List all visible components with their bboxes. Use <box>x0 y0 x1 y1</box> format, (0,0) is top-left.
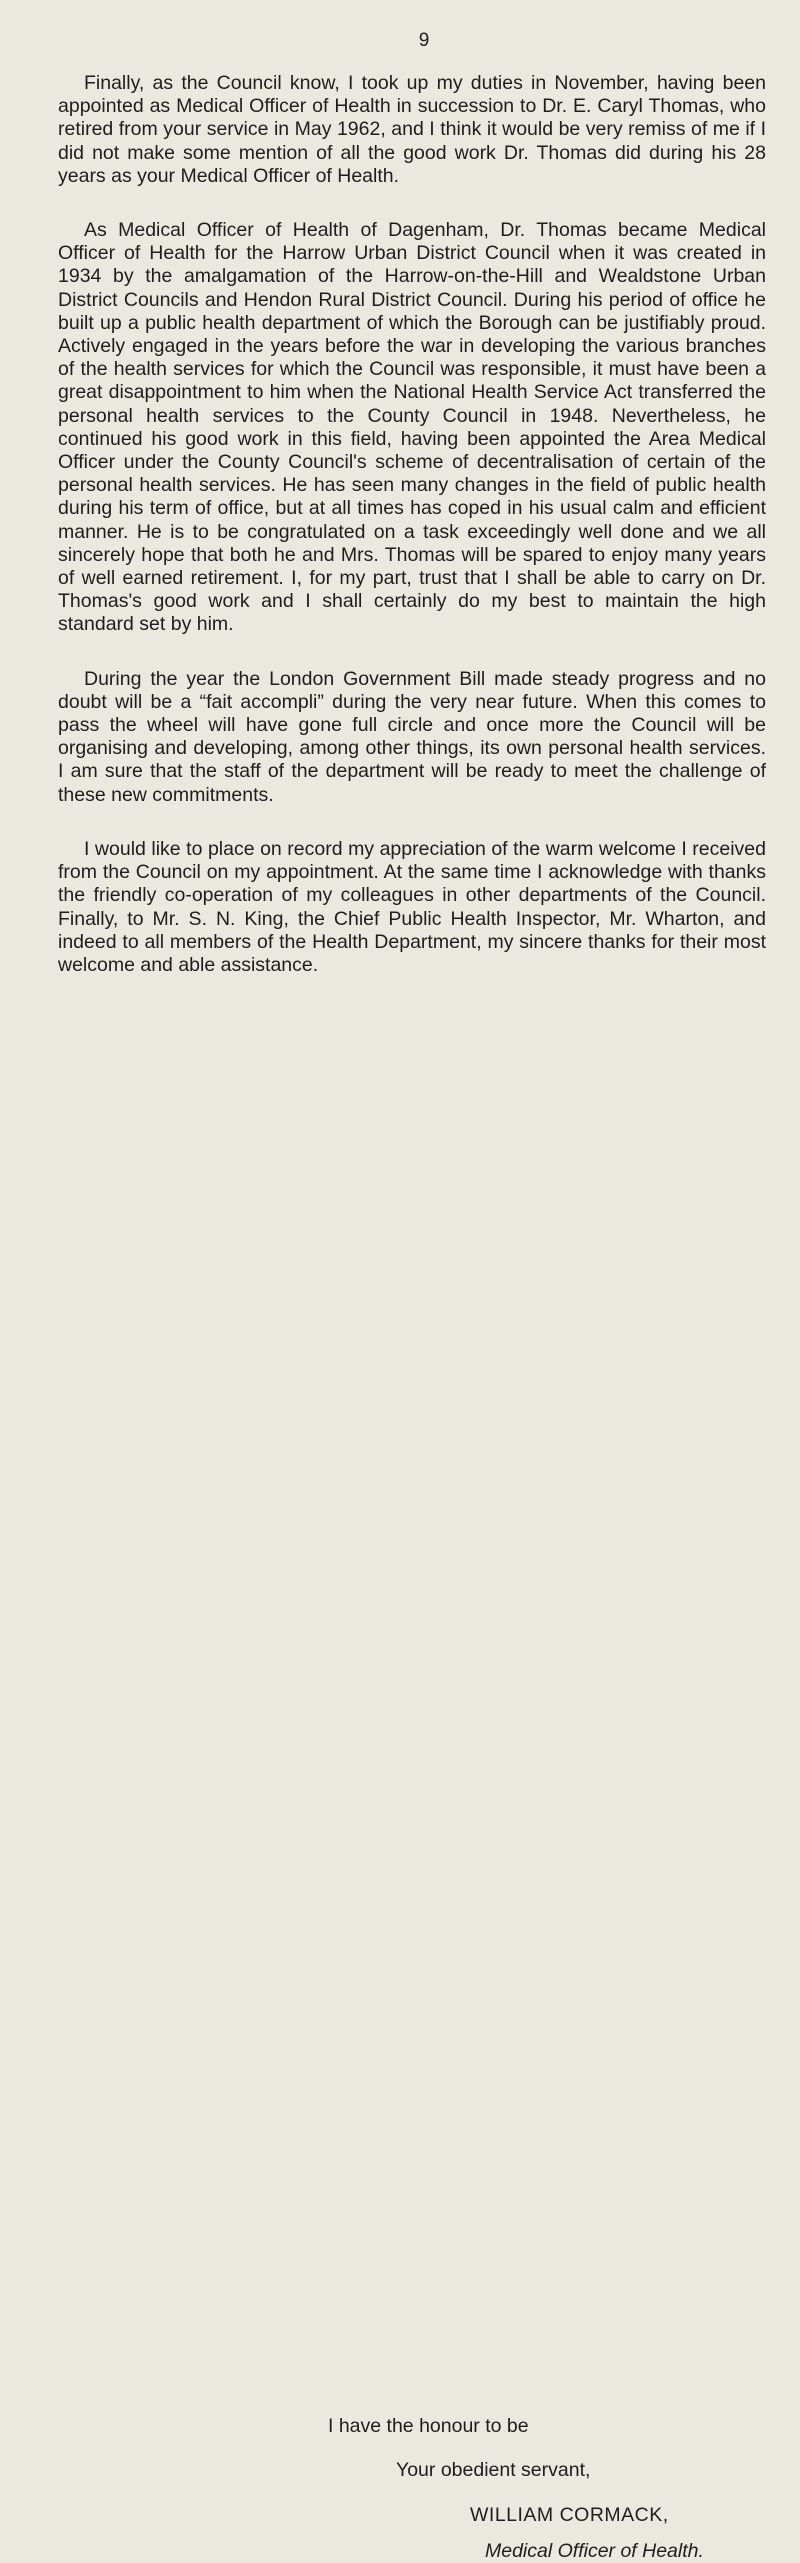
signoff-servant: Your obedient servant, <box>396 2459 591 2481</box>
paragraph-london-bill: During the year the London Government Bill made steady progress and no doubt will be a “fait accompli” during the very near future. When this comes to pass the wheel will have gone full circle and once more the Council will be organising and developing, among other things, its own personal health services. I am sure that the staff of the department will be ready to meet the challenge of these new commitments. <box>58 667 766 806</box>
page-number: 9 <box>418 30 430 51</box>
signatory-name: WILLIAM CORMACK, <box>470 2504 669 2526</box>
paragraph-appreciation: I would like to place on record my appreciation of the warm welcome I received from the Council on my appointment. At the same time I acknowledge with thanks the friendly co-operation of my colleagues in other departments of the Council. Finally, to Mr. S. N. King, the Chief Public Health Inspector, Mr. Wharton, and indeed to all members of the Health Department, my sincere thanks for their most welcome and able assistance. <box>58 837 766 976</box>
signatory-title: Medical Officer of Health. <box>485 2540 704 2562</box>
paragraph-retirement: Finally, as the Council know, I took up my duties in November, having been appointed as Medical Officer of Health in succession to Dr. E. Caryl Thomas, who retired from your service in May 1962, and I think it would be very remiss of me if I did not make some mention of all the good work Dr. Thomas did during his 28 years as your Medical Officer of Health. <box>58 72 766 187</box>
paragraph-career: As Medical Officer of Health of Dagenham, Dr. Thomas became Medical Officer of Health for the Harrow Urban District Council when it was created in 1934 by the amalgamation of the Harrow-on-the-Hill and Wealdstone Urban District Councils and Hendon Rural District Council. During his period of office he built up a public health department of which the Borough can be justifiably proud. Actively engaged in the years before the war in developing the various branches of the health services for which the Council was responsible, it must have been a great disappointment to him when the National Health Service Act transferred the personal health services to the County Council in 1948. Nevertheless, he continued his good work in this field, having been appointed the Area Medical Officer under the County Council's scheme of decentralisation of certain of the personal health services. He has seen many changes in the field of public health during his term of office, but at all times has coped in his usual calm and efficient manner. He is to be congratulated on a task exceedingly well done and we all sincerely hope that both he and Mrs. Thomas will be spared to enjoy many years of well earned retirement. I, for my part, trust that I shall be able to carry on Dr. Thomas's good work and I shall certainly do my best to maintain the high standard set by him. <box>58 219 766 636</box>
signoff-honour: I have the honour to be <box>328 2415 529 2437</box>
